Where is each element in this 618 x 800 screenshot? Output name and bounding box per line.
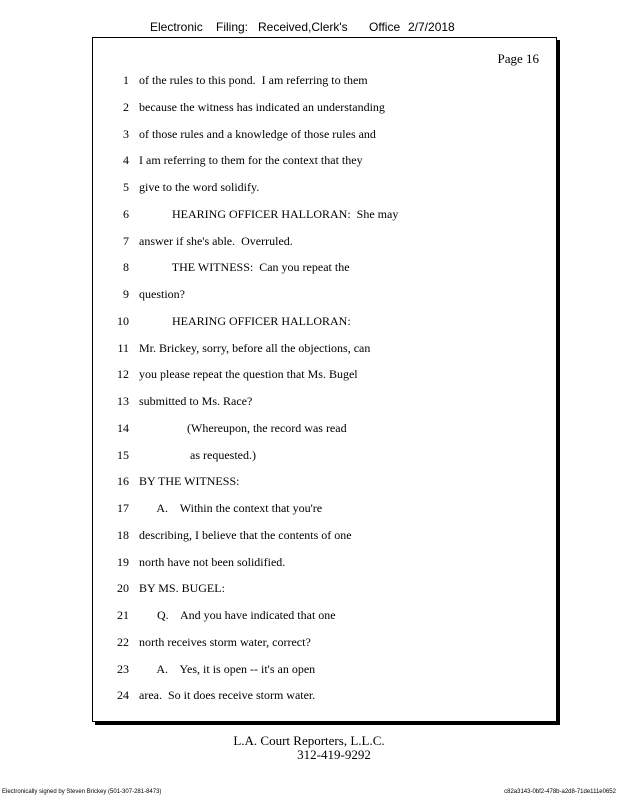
- line-number: 10: [117, 313, 129, 328]
- filing-stamp-word: Filing:: [216, 20, 249, 34]
- filing-stamp-word: 2/7/2018: [408, 20, 455, 34]
- line-number: 11: [117, 340, 129, 355]
- line-text: describing, I believe that the contents of one: [139, 527, 352, 542]
- line-text: BY THE WITNESS:: [139, 474, 240, 489]
- line-number: 9: [123, 287, 129, 301]
- transcript-line: [93, 392, 556, 412]
- line-text: north receives storm water, correct?: [139, 634, 311, 649]
- line-number: 2: [123, 99, 129, 114]
- line-number: 8: [123, 260, 129, 275]
- transcript-line: [93, 178, 556, 198]
- line-text: BY MS. BUGEL:: [139, 581, 225, 596]
- filing-stamp-word: Office: [369, 20, 401, 34]
- transcript-line: [93, 71, 556, 91]
- line-number: 23: [117, 661, 129, 676]
- line-number: 5: [123, 180, 129, 194]
- transcript-line: [93, 419, 556, 439]
- page-number: Page 16: [497, 51, 539, 66]
- line-text: area. So it does receive storm water.: [139, 688, 316, 703]
- line-number: 20: [117, 581, 129, 596]
- transcript-line: [93, 98, 556, 118]
- transcript-line: [93, 472, 556, 492]
- transcript-line: [93, 579, 556, 599]
- line-text: A. Yes, it is open -- it's an open: [139, 661, 316, 676]
- line-number: 13: [117, 394, 129, 408]
- line-text: Mr. Brickey, sorry, before all the objections, can: [139, 340, 371, 355]
- transcript-line: [93, 232, 556, 252]
- transcript-line: [93, 633, 556, 653]
- line-number: 1: [123, 73, 129, 87]
- filing-stamp-word: Received,Clerk's: [258, 20, 348, 34]
- line-number: 3: [123, 126, 129, 141]
- line-text: THE WITNESS: Can you repeat the: [139, 260, 350, 275]
- line-text: of the rules to this pond. I am referring to them: [139, 73, 368, 87]
- transcript-line: [93, 205, 556, 225]
- electronic-signature: Electronically signed by Steven Brickey (501-307-281-8473): [2, 789, 162, 795]
- line-number: 12: [117, 367, 129, 382]
- line-number: 15: [117, 447, 129, 462]
- transcript-line: [93, 339, 556, 359]
- line-number: 7: [123, 233, 129, 248]
- transcript-page: [92, 37, 557, 722]
- line-text: of those rules and a knowledge of those rules and: [139, 126, 376, 141]
- line-text: HEARING OFFICER HALLORAN: She may: [139, 206, 399, 221]
- transcript-line: [93, 553, 556, 573]
- court-reporter-name: L.A. Court Reporters, L.L.C.: [233, 733, 385, 748]
- filing-stamp-word: Electronic: [150, 20, 203, 34]
- line-number: 18: [117, 527, 129, 542]
- line-text: A. Within the context that you're: [139, 501, 323, 515]
- line-text: north have not been solidified.: [139, 554, 286, 569]
- line-text: I am referring to them for the context that they: [139, 153, 363, 168]
- line-text: as requested.): [139, 447, 256, 462]
- line-text: Q. And you have indicated that one: [139, 608, 336, 622]
- line-number: 21: [117, 608, 129, 622]
- line-number: 24: [117, 688, 129, 703]
- transcript-line: [93, 312, 556, 332]
- transcript-line: [93, 125, 556, 145]
- line-text: submitted to Ms. Race?: [139, 394, 253, 408]
- transcript-line: [93, 660, 556, 680]
- line-number: 17: [117, 501, 129, 515]
- line-text: give to the word solidify.: [139, 180, 260, 194]
- transcript-line: [93, 526, 556, 546]
- transcript-line: [93, 686, 556, 706]
- line-text: question?: [139, 287, 185, 301]
- transcript-line: [93, 365, 556, 385]
- line-number: 4: [123, 153, 129, 168]
- line-number: 14: [117, 420, 129, 435]
- transcript-line: [93, 258, 556, 278]
- transcript-line: [93, 446, 556, 466]
- line-text: you please repeat the question that Ms. Bugel: [139, 367, 358, 382]
- transcript-line: [93, 151, 556, 171]
- transcript-line: [93, 285, 556, 305]
- line-number: 6: [123, 206, 129, 221]
- line-text: because the witness has indicated an understanding: [139, 99, 385, 114]
- court-reporter-phone: 312-419-9292: [297, 747, 371, 762]
- line-number: 19: [117, 554, 129, 569]
- footer: [0, 734, 618, 762]
- transcript-line: [93, 606, 556, 626]
- line-text: answer if she's able. Overruled.: [139, 233, 293, 248]
- line-number: 16: [117, 474, 129, 489]
- transcript-line: [93, 499, 556, 519]
- document-hash: c82a3143-0bf2-478b-a2d8-71de111e0652: [504, 789, 616, 795]
- line-text: HEARING OFFICER HALLORAN:: [139, 313, 351, 328]
- line-text: (Whereupon, the record was read: [139, 420, 347, 435]
- line-number: 22: [117, 634, 129, 649]
